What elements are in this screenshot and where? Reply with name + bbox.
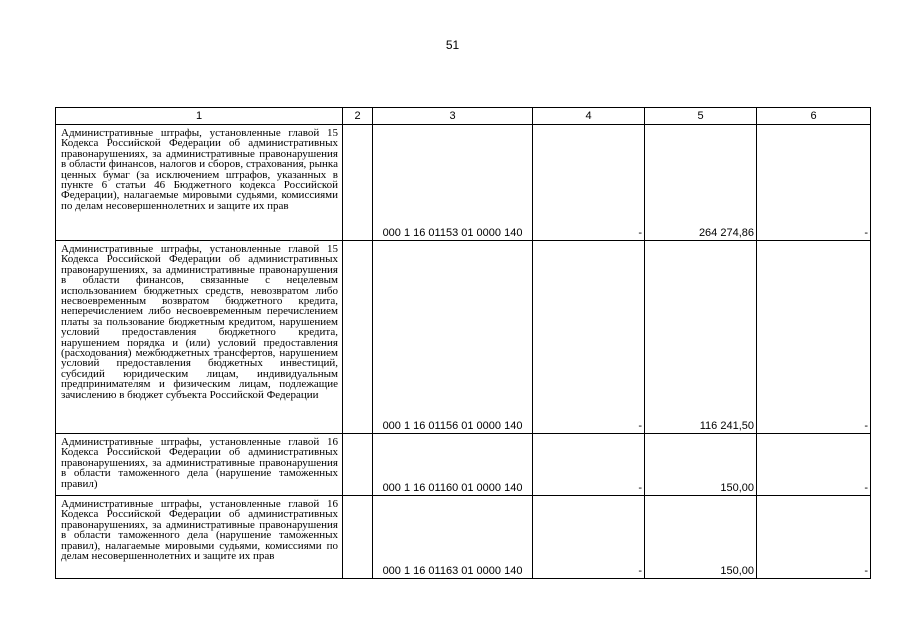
column-header-5: 5 — [645, 108, 757, 125]
table-row — [56, 496, 871, 579]
column-header-2: 2 — [343, 108, 373, 125]
column-header-3: 3 — [373, 108, 533, 125]
row-code: 000 1 16 01156 01 0000 140 — [373, 241, 533, 434]
row-col4: - — [533, 496, 645, 579]
row-col2 — [343, 241, 373, 434]
row-col6: - — [757, 125, 871, 241]
row-col6: - — [757, 496, 871, 579]
column-header-6: 6 — [757, 108, 871, 125]
row-col4: - — [533, 434, 645, 496]
table-row — [56, 125, 871, 241]
table-row — [56, 241, 871, 434]
table-row — [56, 434, 871, 496]
row-description: Административные штрафы, установленные главой 16 Кодекса Российской Федерации об административных правонарушениях, за административные правонарушения в области таможенного дела (нарушение таможенных правил), налагаемые мировыми судьями, комиссиями по делам несовершеннолетних и защите их прав — [56, 496, 343, 579]
row-code: 000 1 16 01163 01 0000 140 — [373, 496, 533, 579]
row-col4: - — [533, 125, 645, 241]
row-col2 — [343, 434, 373, 496]
row-description: Административные штрафы, установленные главой 15 Кодекса Российской Федерации об административных правонарушениях, за административные правонарушения в области финансов, связанные с нецелевым использованием бюджетных средств, невозвратом либо несвоевременным возвратом бюджетного кредита, неперечислением либо несвоевременным перечислением платы за пользование бюджетным кредитом, нарушением условий предоставления бюджетного кредита, нарушением порядка и (или) условий предоставления (расходования) межбюджетных трансфертов, нарушением условий предоставления бюджетных инвестиций, субсидий юридическим лицам, индивидуальным предпринимателям и физическим лицам, подлежащие зачислению в бюджет субъекта Российской Федерации — [56, 241, 343, 434]
row-code: 000 1 16 01153 01 0000 140 — [373, 125, 533, 241]
row-code: 000 1 16 01160 01 0000 140 — [373, 434, 533, 496]
row-col5-amount: 116 241,50 — [645, 241, 757, 434]
row-description: Административные штрафы, установленные главой 16 Кодекса Российской Федерации об административных правонарушениях, за административные правонарушения в области таможенного дела (нарушение таможенных правил) — [56, 434, 343, 496]
row-col5-amount: 150,00 — [645, 434, 757, 496]
revenue-table — [55, 107, 871, 579]
row-col5-amount: 264 274,86 — [645, 125, 757, 241]
row-col6: - — [757, 434, 871, 496]
row-col2 — [343, 125, 373, 241]
column-header-4: 4 — [533, 108, 645, 125]
page-number: 51 — [445, 38, 460, 52]
row-col4: - — [533, 241, 645, 434]
row-col5-amount: 150,00 — [645, 496, 757, 579]
table-header-row — [56, 108, 871, 125]
row-col6: - — [757, 241, 871, 434]
column-header-1: 1 — [56, 108, 343, 125]
row-description: Административные штрафы, установленные главой 15 Кодекса Российской Федерации об административных правонарушениях, за административные правонарушения в области финансов, налогов и сборов, страхования, рынка ценных бумаг (за исключением штрафов, указанных в пункте 6 статьи 46 Бюджетного кодекса Российской Федерации), налагаемые мировыми судьями, комиссиями по делам несовершеннолетних и защите их прав — [56, 125, 343, 241]
row-col2 — [343, 496, 373, 579]
